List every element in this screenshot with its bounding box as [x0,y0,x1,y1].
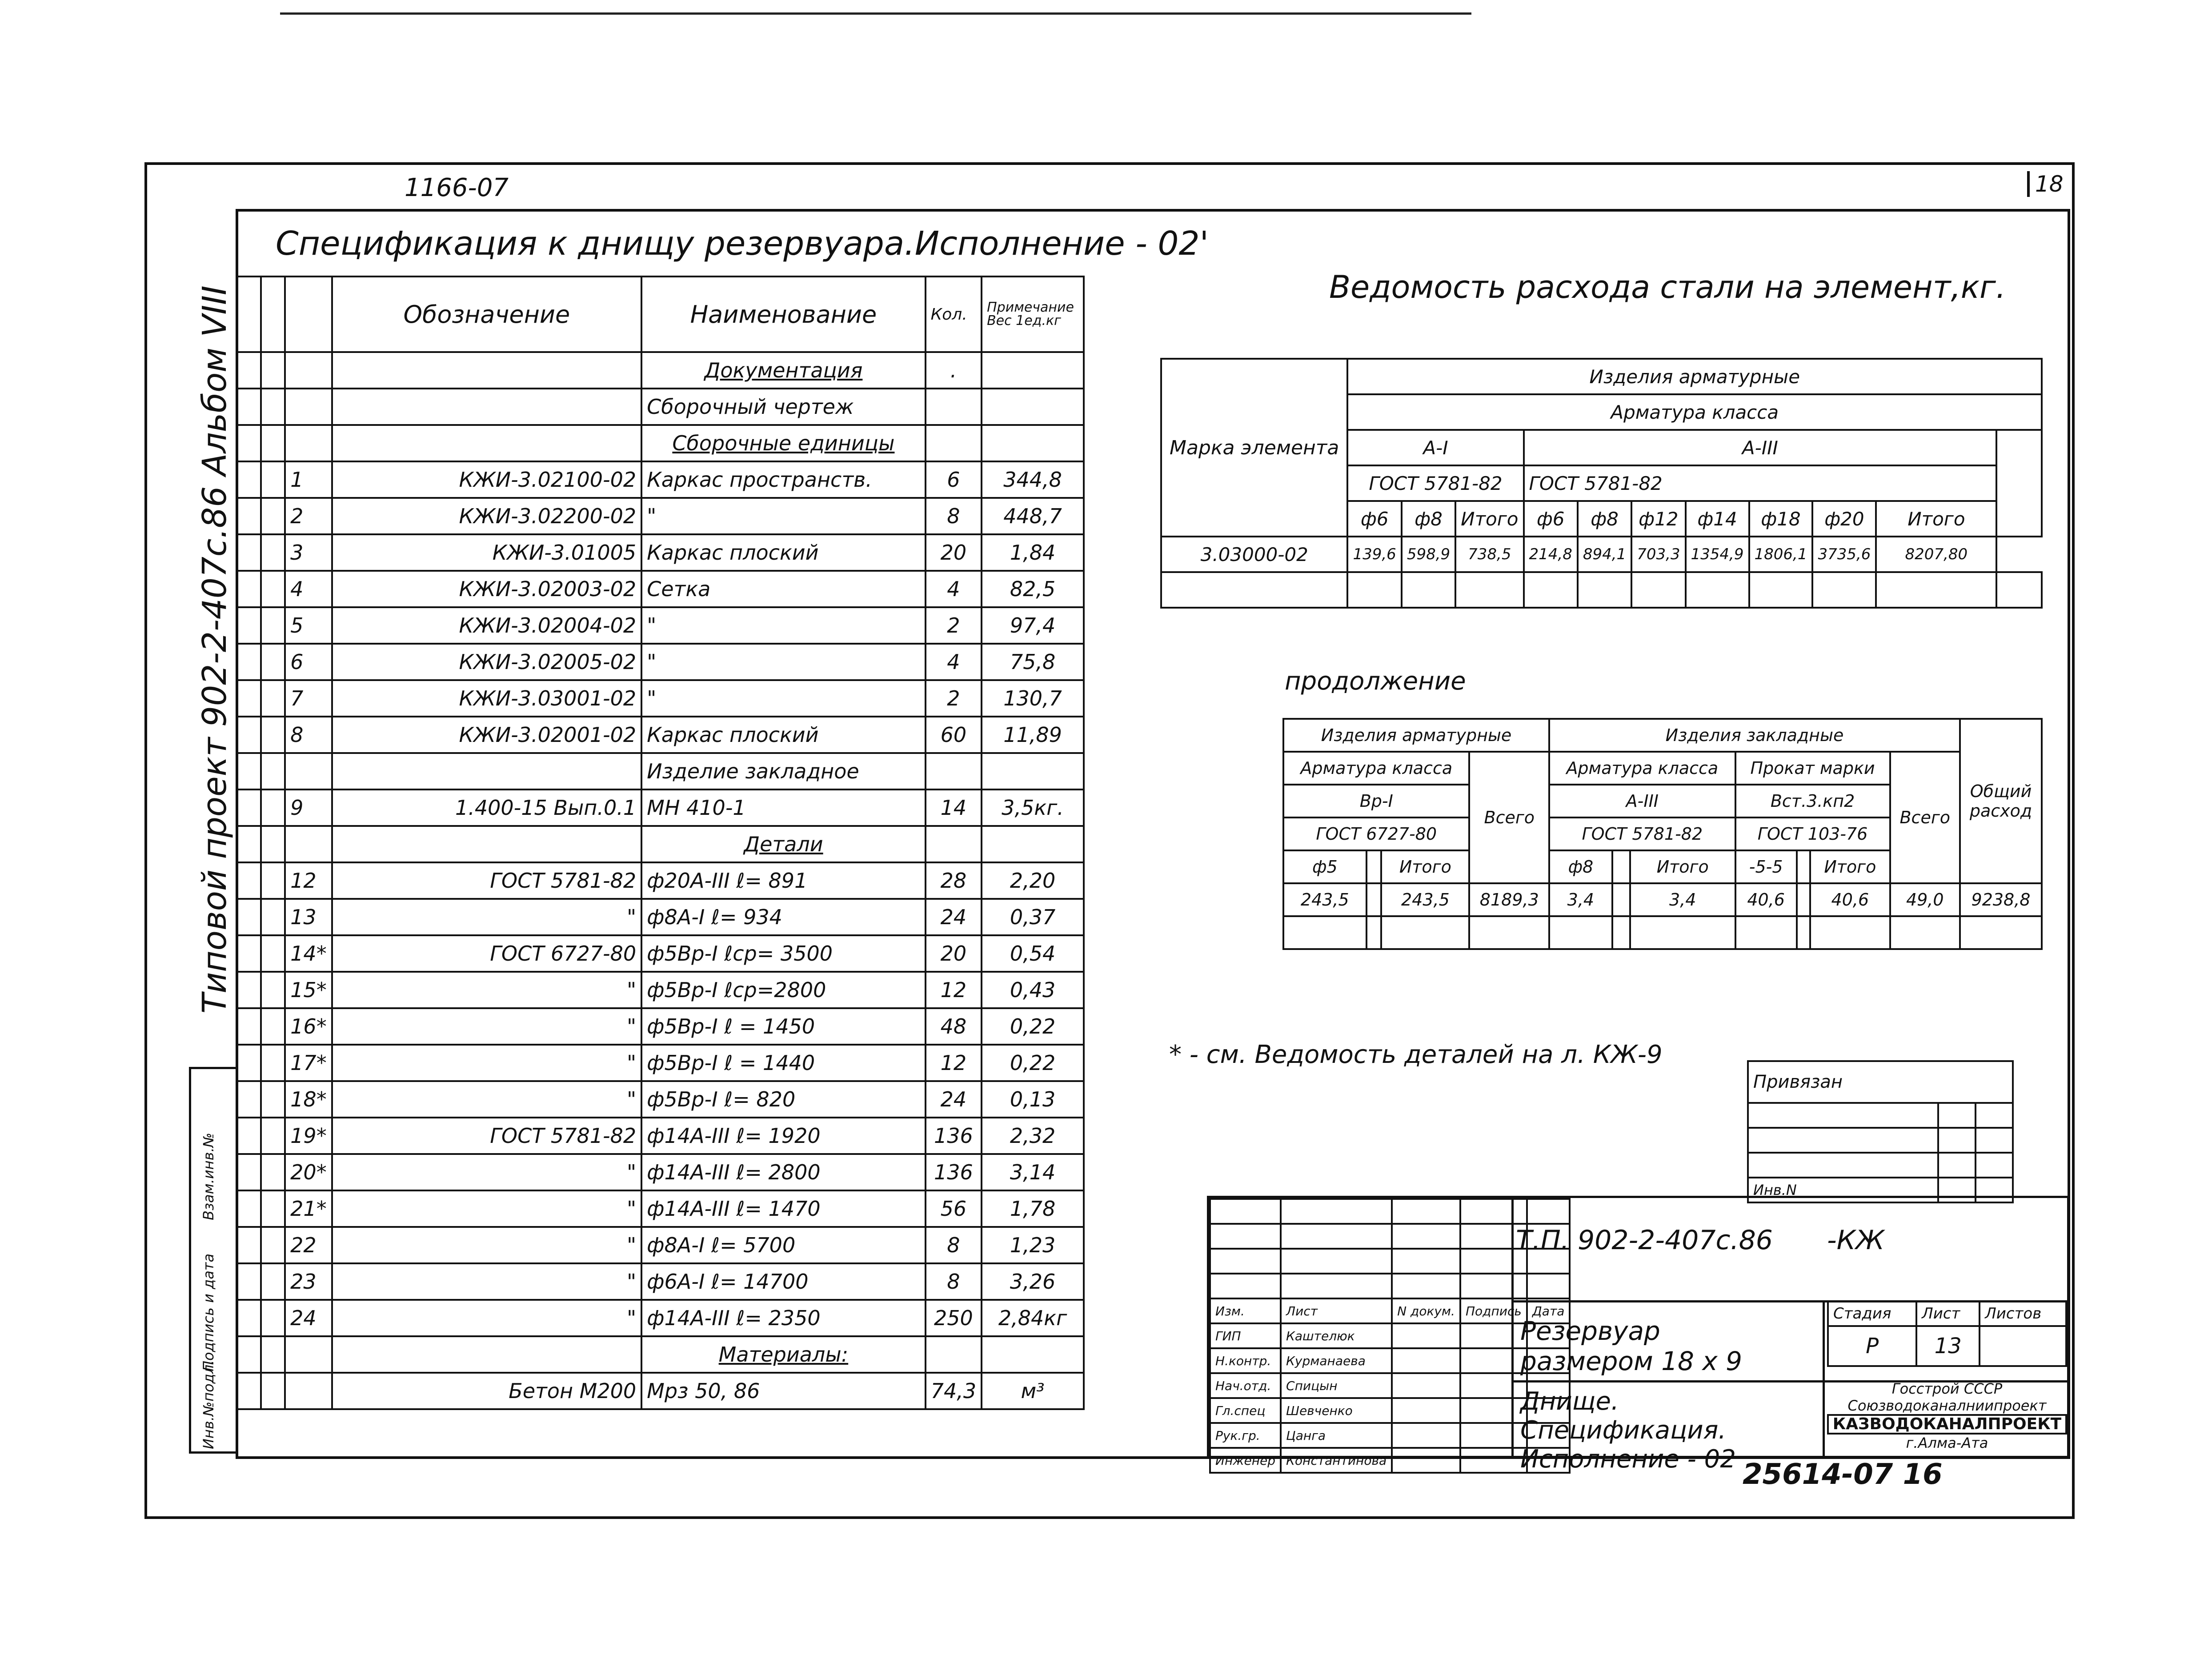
spec-cell-qty: 4 [926,571,982,607]
spec-cell-name: " [641,607,926,644]
spec-cell-qty [926,389,982,425]
col-qty: Кол. [926,276,982,352]
spec-cell-pos: 1 [285,461,332,498]
vedom-col-header: ф20 [1812,501,1876,537]
cont-vsego: Всего [1469,752,1549,883]
spec-cell-qty: 56 [926,1190,982,1227]
vedom-col-header: ф8 [1578,501,1631,537]
spec-cell-name: ф5Вр-I ℓ= 820 [641,1081,926,1118]
spec-cell-des: " [332,1263,641,1300]
cont-col-header: Итого [1630,850,1735,883]
cont-value: 40,6 [1810,883,1890,916]
cont-total-header: Общий расход [1960,719,2042,883]
spec-cell-qty: 4 [926,644,982,680]
cont-value: 40,6 [1735,883,1797,916]
role-cell: Лист [1281,1298,1392,1323]
spec-cell-qty [926,753,982,789]
sheet-value: 13 [1916,1326,1980,1366]
vedom-value: 894,1 [1578,537,1631,572]
spec-cell-name: ф5Вр-I ℓ = 1450 [641,1008,926,1045]
spec-cell-name: ф6А-I ℓ= 14700 [641,1263,926,1300]
spec-cell-pos [285,389,332,425]
spec-cell-qty: 136 [926,1118,982,1154]
spec-cell-pos [285,352,332,389]
spec-cell-note: 448,7 [982,498,1084,534]
spec-cell-name: Каркас плоский [641,717,926,753]
privyazan-label: Привязан [1748,1061,2013,1103]
cont-gost-pr: ГОСТ 103-76 [1735,817,1890,850]
spec-cell-pos [285,1373,332,1409]
cont-col-header: ф8 [1549,850,1612,883]
spec-cell-des: " [332,1190,641,1227]
spec-cell-note: 0,13 [982,1081,1084,1118]
project-label: Типовой проект 902-2-407с.86 Альбом VIII [196,285,234,1014]
spec-row [236,1154,1084,1190]
spec-cell-des: КЖИ-3.02004-02 [332,607,641,644]
stamp-podpis: Подпись и дата [200,1253,217,1371]
spec-cell-name: МН 410-1 [641,789,926,826]
org-3: КАЗВОДОКАНАЛПРОЕКТ [1827,1414,2067,1435]
spec-row [236,826,1084,862]
spec-cell-qty: 8 [926,1263,982,1300]
spec-cell-pos: 5 [285,607,332,644]
spec-cell-qty: 14 [926,789,982,826]
org-block [1827,1380,2067,1451]
org-1: Госстрой СССР [1891,1380,2003,1397]
spec-cell-qty [926,425,982,461]
spec-cell-pos: 24 [285,1300,332,1336]
org-2: Союзводоканалниипроект [1847,1397,2047,1414]
cont-zak: Изделия закладные [1549,719,1960,752]
title-block [1207,1196,2069,1474]
footer-number: 25614-07 16 [1743,1458,1943,1491]
spec-cell-des: " [332,1045,641,1081]
spec-cell-des: " [332,1081,641,1118]
role-cell: Рук.гр. [1210,1423,1281,1448]
spec-cell-name: ф14А-III ℓ= 2350 [641,1300,926,1336]
spec-cell-pos: 8 [285,717,332,753]
role-cell: Каштелюк [1281,1323,1392,1348]
vedom-value: 1354,9 [1686,537,1749,572]
vedom-col-header: ф18 [1749,501,1813,537]
spec-cell-name: ф8А-I ℓ= 934 [641,899,926,935]
spec-cell-qty [926,1336,982,1373]
cont-value: 9238,8 [1960,883,2042,916]
vedom-value: 139,6 [1347,537,1401,572]
role-cell: Цанга [1281,1423,1392,1448]
spec-cell-name: ф14А-III ℓ= 1920 [641,1118,926,1154]
footnote: * - см. Ведомость деталей на л. КЖ-9 [1169,1040,1663,1069]
spec-cell-note: 75,8 [982,644,1084,680]
spec-cell-name: Каркас плоский [641,534,926,571]
spec-cell-note: 11,89 [982,717,1084,753]
spec-cell-name: Сборочный чертеж [641,389,926,425]
role-cell: Дата [1527,1298,1570,1323]
cont-prokat: Прокат марки [1735,752,1890,785]
spec-cell-note: 1,84 [982,534,1084,571]
spec-row [236,680,1084,717]
spec-row [236,1118,1084,1154]
spec-cell-des: КЖИ-3.02100-02 [332,461,641,498]
spec-cell-des: КЖИ-3.03001-02 [332,680,641,717]
spec-cell-pos [285,425,332,461]
cont-value [1797,883,1811,916]
vedom-title: Ведомость расхода стали на элемент,кг. [1329,269,2006,305]
spec-cell-des: ГОСТ 6727-80 [332,935,641,972]
vedom-col-header: ф12 [1631,501,1685,537]
vedom-value: 214,8 [1524,537,1578,572]
spec-cell-note: 2,32 [982,1118,1084,1154]
cont-gost-bp: ГОСТ 6727-80 [1283,817,1469,850]
spec-cell-pos: 21* [285,1190,332,1227]
spec-cell-note: 1,23 [982,1227,1084,1263]
vedom-value: 598,9 [1402,537,1455,572]
spec-cell-note [982,352,1084,389]
vedom-value: 738,5 [1455,537,1523,572]
stage-table [1827,1300,2067,1367]
spec-cell-qty: 2 [926,680,982,717]
spec-cell-qty: 60 [926,717,982,753]
spec-cell-qty: 24 [926,899,982,935]
spec-cell-note: 0,54 [982,935,1084,972]
cont-value: 49,0 [1890,883,1960,916]
cont-value: 8189,3 [1469,883,1549,916]
cont-arm: Изделия арматурные [1283,719,1549,752]
spec-cell-pos: 6 [285,644,332,680]
spec-cell-note [982,1336,1084,1373]
spec-cell-qty [926,826,982,862]
vedom-col-header: ф8 [1402,501,1455,537]
spec-cell-name: ф5Вр-I ℓср= 3500 [641,935,926,972]
spec-row [236,1373,1084,1409]
cont-arm-class: Арматура класса [1283,752,1469,785]
vedom-mark-header: Марка элемента [1161,359,1347,537]
spec-title: Спецификация к днищу резервуара.Исполнение - 02' [276,224,1209,263]
spec-cell-pos: 15* [285,972,332,1008]
spec-cell-des: КЖИ-3.02003-02 [332,571,641,607]
spec-cell-pos [285,753,332,789]
spec-cell-pos: 20* [285,1154,332,1190]
spec-cell-des: 1.400-15 Вып.0.1 [332,789,641,826]
vedom-mark: 3.03000-02 [1161,537,1347,572]
spec-cell-qty: 20 [926,534,982,571]
spec-cell-note: м³ [982,1373,1084,1409]
spec-cell-des: " [332,899,641,935]
spec-cell-qty: 8 [926,1227,982,1263]
spec-cell-des: КЖИ-3.02005-02 [332,644,641,680]
sheet-title: Днище. Спецификация. Исполнение - 02 [1520,1387,1736,1474]
spec-cell-note: 0,22 [982,1045,1084,1081]
sheets-header: Листов [1980,1301,2066,1326]
spec-row [236,899,1084,935]
vedom-a3: А-III [1524,430,1997,465]
role-cell: N докум. [1392,1298,1460,1323]
spec-row [236,1227,1084,1263]
role-cell: Изм. [1210,1298,1281,1323]
spec-cell-name: Сетка [641,571,926,607]
cont-col-header [1797,850,1811,883]
corner-sheet: 18 [2027,171,2064,197]
spec-cell-name: Материалы: [641,1336,926,1373]
spec-cell-des [332,389,641,425]
spec-cell-note: 1,78 [982,1190,1084,1227]
spec-row [236,534,1084,571]
spec-cell-des: ГОСТ 5781-82 [332,862,641,899]
spec-cell-des: КЖИ-3.02001-02 [332,717,641,753]
vedom-value: 1806,1 [1749,537,1813,572]
spec-cell-qty: 136 [926,1154,982,1190]
cont-col-header: ф5 [1283,850,1366,883]
cont-arm-class2: Арматура класса [1549,752,1735,785]
spec-cell-note: 97,4 [982,607,1084,644]
role-cell: Спицын [1281,1373,1392,1398]
col-name: Наименование [641,276,926,352]
cont-vst: Вст.3.кп2 [1735,785,1890,817]
spec-cell-des: КЖИ-3.01005 [332,534,641,571]
spec-cell-name: Изделие закладное [641,753,926,789]
spec-cell-pos: 23 [285,1263,332,1300]
spec-cell-note [982,425,1084,461]
spec-row [236,717,1084,753]
vedom-col-header: ф6 [1524,501,1578,537]
cont-value [1612,883,1630,916]
spec-cell-name: Документация [641,352,926,389]
spec-cell-name: Мрз 50, 86 [641,1373,926,1409]
spec-cell-name: ф14А-III ℓ= 2800 [641,1154,926,1190]
spec-row [236,1081,1084,1118]
spec-cell-pos: 17* [285,1045,332,1081]
org-4: г.Алма-Ата [1906,1435,1988,1451]
spec-cell-des: " [332,1227,641,1263]
object-name: Резервуар размером 18 x 9 [1520,1316,1743,1376]
spec-cell-qty: 20 [926,935,982,972]
spec-cell-des [332,425,641,461]
spec-row [236,352,1084,389]
stamp-vzam: Взам.инв.№ [200,1133,217,1220]
vedom-table [1160,358,2043,609]
spec-cell-qty: 2 [926,607,982,644]
spec-cell-qty: 28 [926,862,982,899]
vedom-a1: А-I [1347,430,1523,465]
spec-cell-note: 3,26 [982,1263,1084,1300]
spec-cell-des: " [332,1154,641,1190]
cont-title: продолжение [1285,667,1466,696]
cont-a3: А-III [1549,785,1735,817]
vedom-value: 703,3 [1631,537,1685,572]
spec-table [236,276,1085,1410]
spec-cell-des [332,1336,641,1373]
spec-cell-pos: 16* [285,1008,332,1045]
cont-col-header [1612,850,1630,883]
stage-header: Стадия [1828,1301,1916,1326]
spec-cell-pos: 12 [285,862,332,899]
spec-cell-qty: 6 [926,461,982,498]
role-cell: ГИП [1210,1323,1281,1348]
spec-row [236,644,1084,680]
role-cell: Константинова [1281,1448,1392,1473]
spec-cell-note: 0,43 [982,972,1084,1008]
vedom-col-header: Итого [1876,501,1996,537]
role-cell: Нач.отд. [1210,1373,1281,1398]
spec-row [236,1336,1084,1373]
spec-cell-pos: 3 [285,534,332,571]
spec-row [236,789,1084,826]
spec-cell-pos [285,826,332,862]
spec-row [236,571,1084,607]
spec-cell-des: " [332,972,641,1008]
role-cell: Н.контр. [1210,1348,1281,1373]
spec-cell-name: " [641,644,926,680]
stamp-inv: Инв.№подл. [200,1360,217,1449]
spec-row [236,1190,1084,1227]
cont-table [1282,718,2043,950]
cont-col-header: -5-5 [1735,850,1797,883]
vedom-col-header: Итого [1455,501,1523,537]
col-designation: Обозначение [332,276,641,352]
spec-row [236,425,1084,461]
cont-value: 3,4 [1630,883,1735,916]
spec-cell-name: ф5Вр-I ℓср=2800 [641,972,926,1008]
cont-value: 3,4 [1549,883,1612,916]
col-note: Примечание Вес 1ед.кг [982,276,1084,352]
cont-col-header [1366,850,1382,883]
spec-cell-des: " [332,1008,641,1045]
spec-cell-des: ГОСТ 5781-82 [332,1118,641,1154]
spec-row [236,935,1084,972]
sheet-header: Лист [1916,1301,1980,1326]
vedom-col-header: ф14 [1686,501,1749,537]
role-cell: Подпись [1460,1298,1527,1323]
spec-cell-note: 0,22 [982,1008,1084,1045]
spec-cell-name: Сборочные единицы [641,425,926,461]
spec-cell-pos [285,1336,332,1373]
spec-row [236,461,1084,498]
spec-cell-name: " [641,680,926,717]
vedom-value: 8207,80 [1876,537,1996,572]
role-cell: Курманаева [1281,1348,1392,1373]
top-rule [280,12,1471,15]
spec-cell-des [332,352,641,389]
spec-cell-name: ф14А-III ℓ= 1470 [641,1190,926,1227]
spec-cell-des: КЖИ-3.02200-02 [332,498,641,534]
spec-cell-qty: 12 [926,1045,982,1081]
spec-cell-des: Бетон М200 [332,1373,641,1409]
spec-cell-name: " [641,498,926,534]
cont-vsego2: Всего [1890,752,1960,883]
cont-value: 243,5 [1381,883,1469,916]
vedom-gost2: ГОСТ 5781-82 [1524,465,1997,501]
spec-cell-note [982,389,1084,425]
spec-cell-name: ф5Вр-I ℓ = 1440 [641,1045,926,1081]
inv-label: Инв.N [1748,1178,1938,1202]
project-code: Т.П. 902-2-407с.86 [1516,1225,1773,1256]
spec-cell-pos: 4 [285,571,332,607]
spec-cell-pos: 13 [285,899,332,935]
spec-cell-note: 82,5 [982,571,1084,607]
spec-cell-des [332,826,641,862]
spec-cell-qty: 250 [926,1300,982,1336]
cont-value [1366,883,1382,916]
spec-row [236,389,1084,425]
spec-cell-qty: 8 [926,498,982,534]
spec-cell-qty: 12 [926,972,982,1008]
spec-cell-name: ф20А-III ℓ= 891 [641,862,926,899]
spec-row [236,607,1084,644]
spec-cell-note: 3,5кг. [982,789,1084,826]
spec-row [236,753,1084,789]
spec-cell-note [982,826,1084,862]
spec-cell-pos: 2 [285,498,332,534]
role-cell: Гл.спец [1210,1398,1281,1423]
cont-col-header: Итого [1381,850,1469,883]
vedom-gost1: ГОСТ 5781-82 [1347,465,1523,501]
spec-cell-qty: 74,3 [926,1373,982,1409]
spec-cell-pos: 14* [285,935,332,972]
spec-row [236,1300,1084,1336]
spec-cell-name: Каркас пространств. [641,461,926,498]
vedom-class: Арматура класса [1347,394,2042,430]
spec-cell-note: 344,8 [982,461,1084,498]
spec-cell-note [982,753,1084,789]
spec-cell-note: 2,84кг [982,1300,1084,1336]
spec-row [236,862,1084,899]
privyazan-table [1747,1060,2014,1203]
spec-cell-note: 2,20 [982,862,1084,899]
spec-cell-name: Детали [641,826,926,862]
vedom-group: Изделия арматурные [1347,359,2042,394]
vedom-col-header: ф6 [1347,501,1401,537]
spec-cell-pos: 18* [285,1081,332,1118]
spec-cell-pos: 19* [285,1118,332,1154]
spec-row [236,498,1084,534]
spec-cell-note: 130,7 [982,680,1084,717]
spec-row [236,1008,1084,1045]
spec-cell-pos: 9 [285,789,332,826]
vedom-value: 3735,6 [1812,537,1876,572]
kzh-code: -КЖ [1827,1225,1884,1256]
spec-cell-des [332,753,641,789]
stage-value: Р [1828,1326,1916,1366]
spec-cell-pos: 22 [285,1227,332,1263]
cont-gost-a3: ГОСТ 5781-82 [1549,817,1735,850]
cont-value: 243,5 [1283,883,1366,916]
spec-cell-des: " [332,1300,641,1336]
spec-cell-qty: 48 [926,1008,982,1045]
spec-row [236,972,1084,1008]
spec-cell-name: ф8А-I ℓ= 5700 [641,1227,926,1263]
cont-bp: Вр-I [1283,785,1469,817]
spec-cell-qty: . [926,352,982,389]
drawing-number: 1166-07 [405,173,509,202]
spec-cell-note: 0,37 [982,899,1084,935]
spec-cell-pos: 7 [285,680,332,717]
spec-cell-qty: 24 [926,1081,982,1118]
side-stamp [189,1067,238,1454]
spec-cell-note: 3,14 [982,1154,1084,1190]
cont-col-header: Итого [1810,850,1890,883]
role-cell: Шевченко [1281,1398,1392,1423]
spec-row [236,1045,1084,1081]
role-cell: Инженер [1210,1448,1281,1473]
spec-row [236,1263,1084,1300]
